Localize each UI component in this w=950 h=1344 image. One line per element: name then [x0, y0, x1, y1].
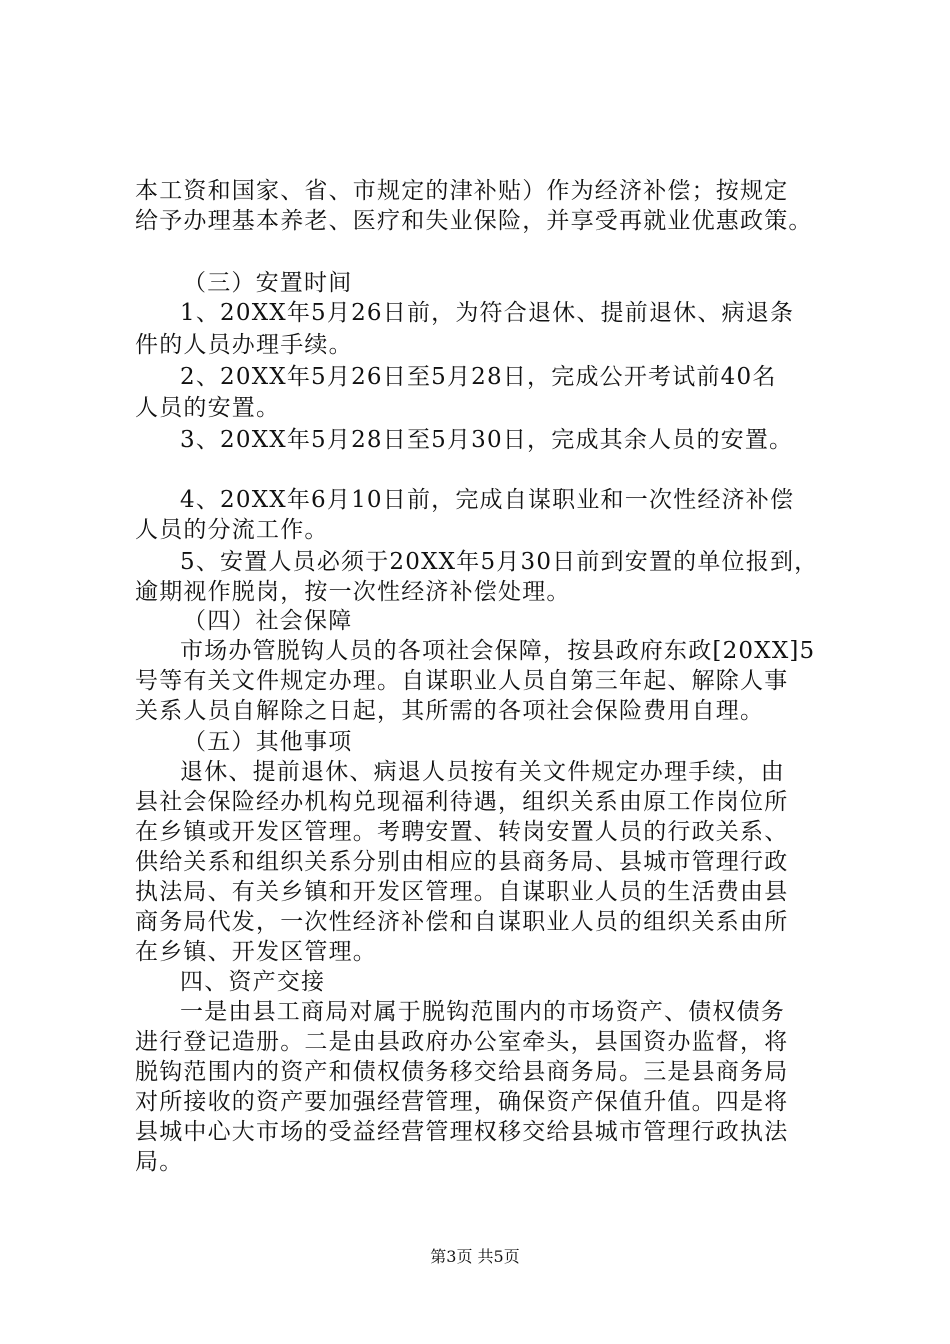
body-text-line: 退休、提前退休、病退人员按有关文件规定办理手续，由 — [180, 759, 785, 785]
body-text-line: 人员的安置。 — [135, 395, 281, 421]
body-text-line: 执法局、有关乡镇和开发区管理。自谋职业人员的生活费由县 — [135, 879, 789, 905]
body-text-line: 在乡镇或开发区管理。考聘安置、转岗安置人员的行政关系、 — [135, 819, 789, 845]
body-text-line: 在乡镇、开发区管理。 — [135, 939, 377, 965]
body-text-line: 给予办理基本养老、医疗和失业保险，并享受再就业优惠政策。 — [135, 208, 813, 234]
body-text-line: 市场办管脱钩人员的各项社会保障，按县政府东政[20XX]5 — [180, 638, 816, 664]
section-heading: （三）安置时间 — [183, 270, 353, 296]
body-text-line: 本工资和国家、省、市规定的津补贴）作为经济补偿；按规定 — [135, 178, 789, 204]
page-number-footer: 第3页 共5页 — [430, 1247, 520, 1266]
body-text-line: 商务局代发，一次性经济补偿和自谋职业人员的组织关系由所 — [135, 909, 789, 935]
body-text-line: 县社会保险经办机构兑现福利待遇，组织关系由原工作岗位所 — [135, 789, 789, 815]
section-heading: 四、资产交接 — [180, 969, 326, 995]
body-text-line: 件的人员办理手续。 — [135, 332, 353, 358]
body-text-line: 对所接收的资产要加强经营管理，确保资产保值升值。四是将 — [135, 1089, 789, 1115]
section-heading: （四）社会保障 — [183, 608, 353, 634]
body-text-line: 进行登记造册。二是由县政府办公室牵头，县国资办监督，将 — [135, 1029, 789, 1055]
body-text-line: 人员的分流工作。 — [135, 517, 329, 543]
body-text-line: 3、20XX年5月28日至5月30日，完成其余人员的安置。 — [180, 427, 794, 453]
body-text-line: 脱钩范围内的资产和债权债务移交给县商务局。三是县商务局 — [135, 1059, 789, 1085]
body-text-line: 关系人员自解除之日起，其所需的各项社会保险费用自理。 — [135, 698, 765, 724]
body-text-line: 一是由县工商局对属于脱钩范围内的市场资产、债权债务 — [180, 999, 785, 1025]
body-text-line: 5、安置人员必须于20XX年5月30日前到安置的单位报到， — [180, 549, 819, 575]
body-text-line: 逾期视作脱岗，按一次性经济补偿处理。 — [135, 579, 571, 605]
body-text-line: 1、20XX年5月26日前，为符合退休、提前退休、病退条 — [180, 300, 795, 326]
body-text-line: 4、20XX年6月10日前，完成自谋职业和一次性经济补偿 — [180, 487, 795, 513]
body-text-line: 局。 — [135, 1149, 184, 1175]
body-text-line: 2、20XX年5月26日至5月28日，完成公开考试前40名 — [180, 364, 777, 390]
body-text-line: 县城中心大市场的受益经营管理权移交给县城市管理行政执法 — [135, 1119, 789, 1145]
body-text-line: 号等有关文件规定办理。自谋职业人员自第三年起、解除人事 — [135, 668, 789, 694]
body-text-line: 供给关系和组织关系分别由相应的县商务局、县城市管理行政 — [135, 849, 789, 875]
section-heading: （五）其他事项 — [183, 729, 353, 755]
